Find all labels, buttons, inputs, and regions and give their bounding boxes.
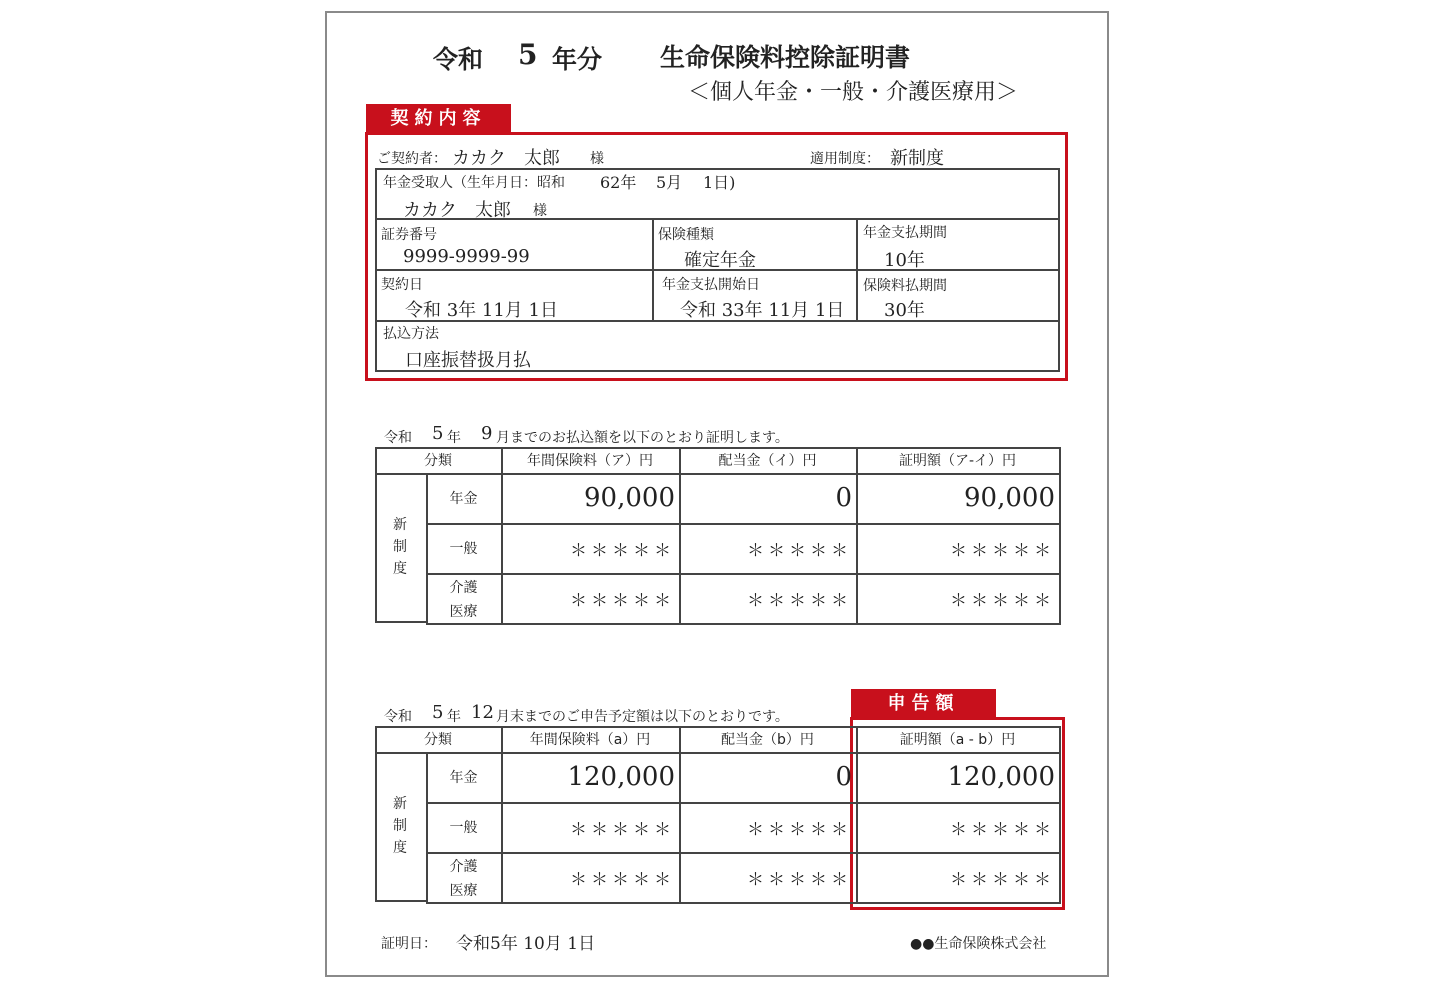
cell-amount: ＊＊＊＊＊ [950, 540, 1055, 561]
contract-tab: 契約内容 [366, 104, 511, 134]
sept-caption-year-suffix: 年 [447, 430, 461, 446]
column-header: 分類 [424, 453, 452, 469]
cell-amount: 90,000 [964, 483, 1055, 513]
dec-caption-year-suffix: 年 [447, 709, 461, 725]
recipient-birth-year: 62年 [600, 173, 637, 192]
header-year: 5 [518, 38, 538, 71]
group-label-char: 度 [393, 561, 407, 577]
recipient-label: 年金受取人（生年月日：昭和 [383, 175, 565, 191]
divider [652, 218, 654, 320]
dec-caption-text: 月末までのご申告予定額は以下のとおりです。 [496, 709, 789, 725]
cert-date: 令和5年 10月 1日 [456, 934, 596, 954]
row-label: 医療 [449, 883, 478, 899]
cell-premium: 90,000 [584, 483, 675, 513]
group-label-char: 制 [393, 539, 407, 555]
pension-start-label: 年金支払開始日 [662, 277, 760, 293]
sept-caption-month: 9 [481, 423, 493, 444]
cell-premium: 120,000 [567, 762, 675, 792]
cell-premium: ＊＊＊＊＊ [570, 869, 675, 890]
cell-premium: ＊＊＊＊＊ [570, 540, 675, 561]
dec-caption-month: 12 [471, 702, 494, 723]
insurance-type-label: 保険種類 [658, 227, 714, 243]
cert-date-label: 証明日： [381, 936, 437, 952]
row-label: 年金 [449, 770, 478, 786]
recipient-birth-month: 5月 [656, 173, 683, 192]
row-label: 医療 [449, 604, 478, 620]
company-name: ●●生命保険株式会社 [910, 936, 1047, 952]
contract-date-label: 契約日 [381, 277, 423, 293]
column-header: 年間保険料（a）円 [529, 732, 651, 748]
contractor-label: ご契約者： [377, 151, 447, 167]
premium-period: 30年 [884, 300, 925, 321]
payment-method: 口座振替扱月払 [405, 350, 531, 371]
pension-period-label: 年金支払期間 [863, 225, 947, 241]
cell-dividend: ＊＊＊＊＊ [747, 540, 852, 561]
row-label: 介護 [449, 859, 478, 875]
row-label: 一般 [449, 820, 478, 836]
group-label-char: 新 [393, 517, 407, 533]
column-header: 証明額（ア-イ）円 [898, 453, 1017, 469]
policy-no-label: 証券番号 [381, 227, 437, 243]
cell-dividend: 0 [835, 762, 852, 792]
cell-premium: ＊＊＊＊＊ [570, 590, 675, 611]
column-header: 配当金（b）円 [721, 732, 814, 748]
sept-caption-era: 令和 [384, 430, 412, 446]
cell-dividend: ＊＊＊＊＊ [747, 869, 852, 890]
cell-dividend: ＊＊＊＊＊ [747, 819, 852, 840]
column-header: 配当金（イ）円 [718, 453, 817, 469]
column-header: 年間保険料（ア）円 [527, 453, 653, 469]
header-era: 令和 [433, 45, 484, 74]
cell-amount: ＊＊＊＊＊ [950, 590, 1055, 611]
row-label: 一般 [449, 541, 478, 557]
recipient-name: カカク 太郎 [403, 200, 511, 221]
page-subtitle: ＜個人年金・一般・介護医療用＞ [688, 80, 1019, 105]
column-header: 分類 [424, 732, 452, 748]
page-title: 生命保険料控除証明書 [660, 43, 911, 72]
contract-date: 令和 3年 11月 1日 [405, 300, 558, 321]
dec-caption-era: 令和 [384, 709, 412, 725]
pension-start: 令和 33年 11月 1日 [680, 300, 845, 321]
cell-dividend: ＊＊＊＊＊ [747, 590, 852, 611]
cell-amount: 120,000 [947, 762, 1055, 792]
declaration-tab: 申告額 [851, 689, 996, 719]
row-label: 介護 [449, 580, 478, 596]
row-label: 年金 [449, 491, 478, 507]
recipient-honorific: 様 [533, 203, 547, 219]
cell-dividend: 0 [835, 483, 852, 513]
payment-method-label: 払込方法 [383, 326, 439, 342]
group-label-char: 制 [393, 818, 407, 834]
pension-period: 10年 [884, 250, 925, 271]
premium-period-label: 保険料払期間 [863, 278, 947, 294]
contractor-honorific: 様 [590, 151, 604, 167]
sept-caption-text: 月までのお払込額を以下のとおり証明します。 [496, 430, 789, 446]
cell-amount: ＊＊＊＊＊ [950, 869, 1055, 890]
contractor-name: カカク 太郎 [452, 148, 560, 169]
group-label-char: 新 [393, 796, 407, 812]
cell-premium: ＊＊＊＊＊ [570, 819, 675, 840]
recipient-birth-day: 1日) [703, 173, 736, 192]
sept-caption-year: 5 [432, 423, 444, 444]
dec-caption-year: 5 [432, 702, 444, 723]
system-label: 適用制度： [810, 151, 880, 167]
cell-amount: ＊＊＊＊＊ [950, 819, 1055, 840]
system-value: 新制度 [890, 148, 944, 169]
header-year-suffix: 年分 [552, 45, 603, 74]
policy-no: 9999-9999-99 [403, 246, 530, 267]
group-label-char: 度 [393, 840, 407, 856]
column-header: 証明額（a - b）円 [899, 732, 1016, 748]
insurance-type: 確定年金 [684, 250, 756, 271]
divider [856, 218, 858, 320]
